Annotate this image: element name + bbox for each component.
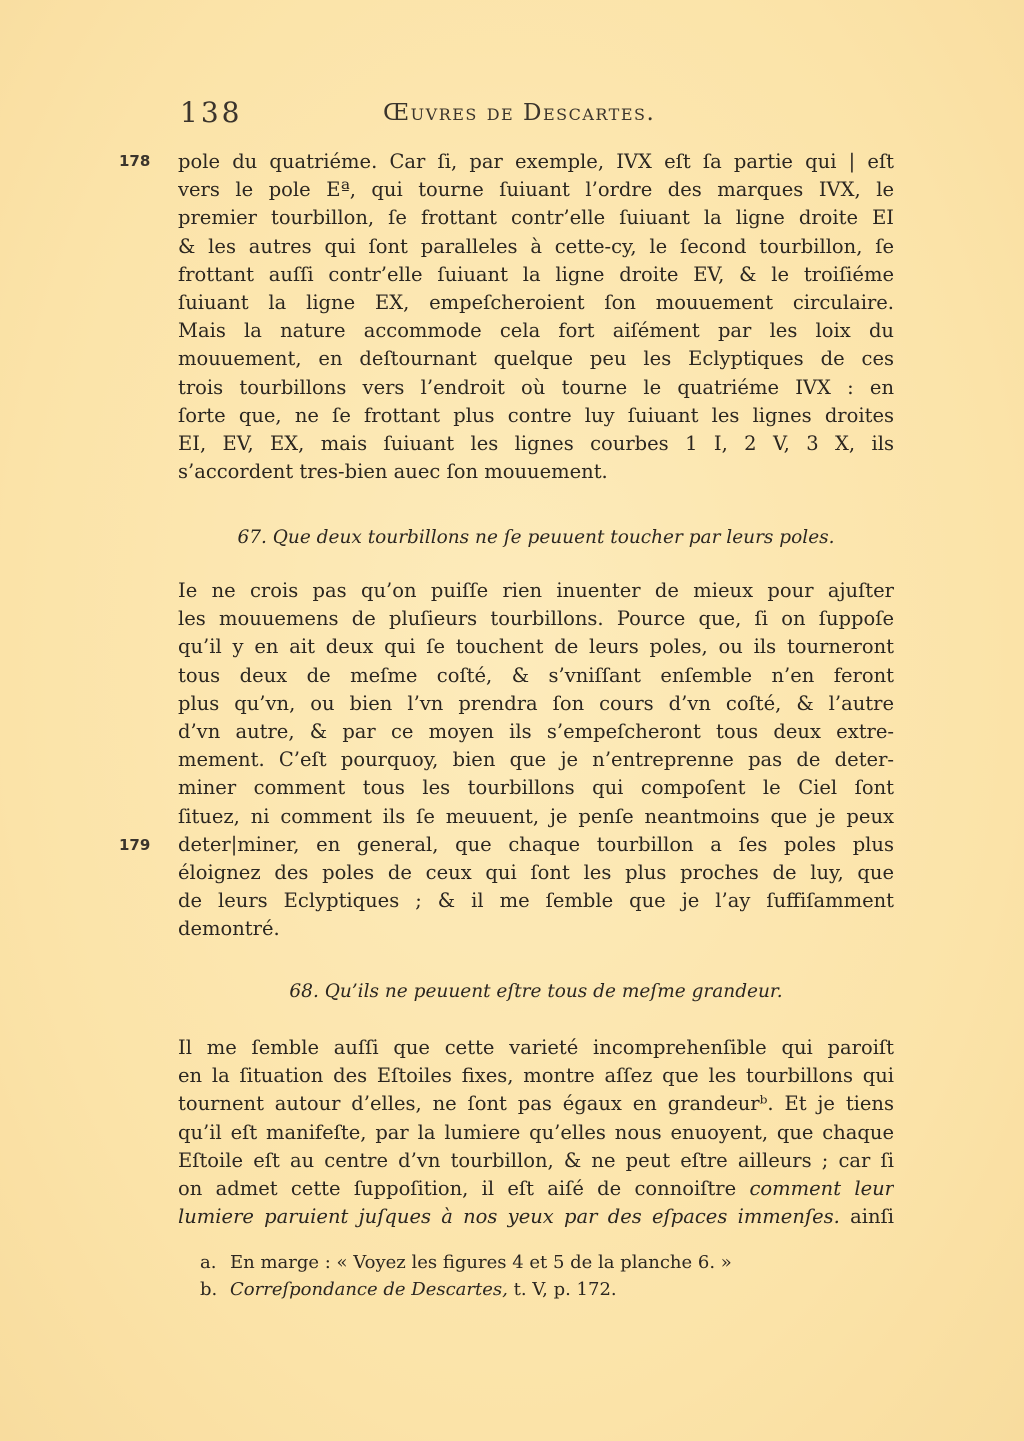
text-line: premier tourbillon, ſe frottant contr’elle ſuiuant la ligne droite EI — [178, 206, 894, 230]
footnote-letter: a. — [200, 1252, 217, 1273]
margin-page-ref-179: 179 — [119, 836, 151, 854]
page-header — [178, 96, 894, 136]
text-line: plus qu’vn, ou bien l’vn prendra ſon cours d’vn coſté, & l’autre — [178, 691, 894, 715]
page-number: 138 — [180, 96, 243, 129]
section-heading-67: 67. Que deux tourbillons ne ſe peuuent toucher par leurs poles. — [237, 527, 835, 548]
paragraph-3 — [178, 1034, 894, 1231]
text-line: tous deux de meſme coſté, & s’vniſſant enſemble n’en feront — [178, 663, 894, 687]
footnote-text: t. V, p. 172. — [507, 1279, 617, 1300]
text-span: ainſi — [850, 1205, 894, 1229]
text-line: pole du quatriéme. Car ſi, par exemple, IVX eſt ſa partie qui | eſt — [178, 150, 894, 173]
paragraph-1 — [178, 148, 894, 486]
text-line: Ie ne crois pas qu’on puiſſe rien inuenter de mieux pour ajuſter — [178, 579, 894, 602]
footnote-letter: b. — [200, 1279, 218, 1300]
italic-text: lumiere paruient juſques à nos yeux par des eſpaces immenſes. — [178, 1205, 840, 1229]
text-line: ſuiuant la ligne EX, empeſcheroient ſon mouuement circulaire. — [178, 290, 894, 314]
text-line: s’accordent tres-bien auec ſon mouuement. — [178, 460, 608, 484]
footnote-a — [200, 1252, 732, 1273]
text-line — [178, 1203, 894, 1231]
text-line: ſorte que, ne ſe frottant plus contre luy ſuiuant les lignes droites — [178, 403, 894, 427]
text-line: demontré. — [178, 917, 280, 941]
text-line: & les autres qui ſont paralleles à cette-cy, le ſecond tourbillon, ſe — [178, 234, 894, 258]
footnote-b — [200, 1279, 617, 1300]
italic-text: comment leur — [749, 1176, 894, 1200]
footnote-italic-text: Correſpondance de Descartes, — [230, 1279, 508, 1300]
text-line: Il me ſemble auſſi que cette varieté incomprehenſible qui paroiſt — [178, 1036, 894, 1059]
text-line: Eſtoile eſt au centre d’vn tourbillon, & ne peut eſtre ailleurs ; car ſi — [178, 1148, 894, 1172]
text-line: tournent autour d’elles, ne ſont pas égaux en grandeurᵇ. Et je tiens — [178, 1092, 894, 1116]
text-line: éloignez des poles de ceux qui ſont les plus proches de luy, que — [178, 860, 894, 884]
text-line: Mais la nature accommode cela fort aiſément par les loix du — [178, 319, 894, 343]
text-line: d’vn autre, & par ce moyen ils s’empeſcheront tous deux extre- — [178, 719, 894, 743]
text-line: EI, EV, EX, mais ſuiuant les lignes courbes 1 I, 2 V, 3 X, ils — [178, 431, 894, 455]
text-line: ſituez, ni comment ils ſe meuuent, je penſe neantmoins que je peux — [178, 804, 894, 828]
text-line: qu’il eſt manifeſte, par la lumiere qu’elles nous enuoyent, que chaque — [178, 1120, 894, 1144]
paragraph-2 — [178, 577, 894, 943]
text-line: les mouuemens de pluſieurs tourbillons. Pource que, ſi on ſuppoſe — [178, 607, 894, 631]
text-line: mement. C’eſt pourquoy, bien que je n’entreprenne pas de deter- — [178, 748, 894, 772]
text-line — [178, 1175, 894, 1203]
text-line: en la ſituation des Eſtoiles fixes, montre aſſez que les tourbillons qui — [178, 1064, 894, 1088]
footnote-text: En marge : « Voyez les figures 4 et 5 de la planche 6. » — [230, 1252, 732, 1273]
text-line: deter|miner, en general, que chaque tourbillon a ſes poles plus — [178, 832, 894, 856]
margin-page-ref-178: 178 — [119, 152, 151, 170]
section-heading-68: 68. Qu’ils ne peuuent eſtre tous de meſme grandeur. — [289, 981, 783, 1002]
text-line: de leurs Eclyptiques ; & il me ſemble que je l’ay ſuffiſamment — [178, 889, 894, 913]
text-line: miner comment tous les tourbillons qui compoſent le Ciel ſont — [178, 776, 894, 800]
text-span: on admet cette ſuppoſition, il eſt aiſé de connoiſtre — [178, 1176, 737, 1200]
text-line: vers le pole Eª, qui tourne ſuiuant l’ordre des marques IVX, le — [178, 178, 894, 202]
text-line: frottant auſſi contr’elle ſuiuant la ligne droite EV, & le troiſiéme — [178, 262, 894, 286]
text-line: qu’il y en ait deux qui ſe touchent de leurs poles, ou ils tourneront — [178, 635, 894, 659]
text-line: mouuement, en deſtournant quelque peu les Eclyptiques de ces — [178, 347, 894, 371]
running-title: Œuvres de Descartes. — [383, 100, 656, 126]
text-line: trois tourbillons vers l’endroit où tourne le quatriéme IVX : en — [178, 375, 894, 399]
